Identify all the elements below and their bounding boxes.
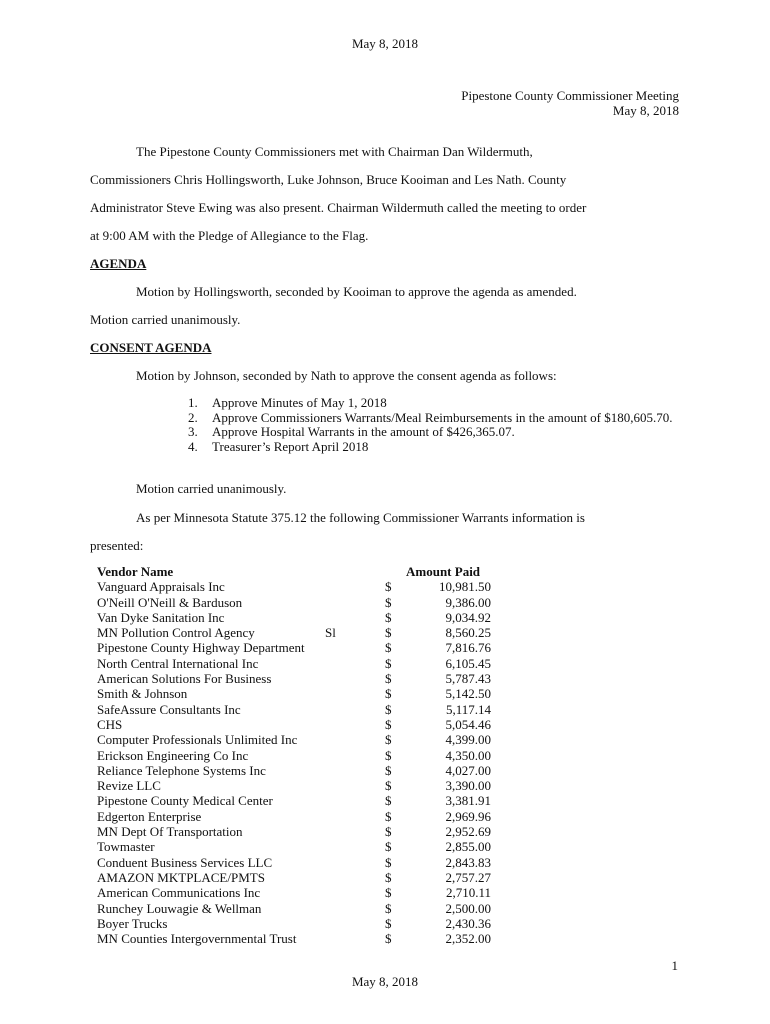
statute-line-2: presented: <box>90 538 144 553</box>
vendor-name: CHS <box>97 716 123 732</box>
meeting-title-block <box>461 88 679 118</box>
vendor-name: Reliance Telephone Systems Inc <box>97 762 266 778</box>
table-row <box>97 732 517 747</box>
dollar-sign: $ <box>385 686 392 702</box>
consent-motion: Motion by Johnson, seconded by Nath to approve the consent agenda as follows: <box>136 368 557 383</box>
dollar-sign: $ <box>385 931 392 947</box>
table-row <box>97 916 517 931</box>
vendor-name: SafeAssure Consultants Inc <box>97 701 241 717</box>
vendor-name: Runchey Louwagie & Wellman <box>97 900 262 916</box>
amount-paid: 5,117.14 <box>445 701 491 717</box>
table-row <box>97 778 517 793</box>
intro-line-2: Commissioners Chris Hollingsworth, Luke Johnson, Bruce Kooiman and Les Nath. County <box>90 172 567 187</box>
vendor-name-header: Vendor Name <box>97 564 174 579</box>
table-row <box>97 793 517 808</box>
consent-items-list <box>188 396 678 454</box>
table-row <box>97 824 517 839</box>
table-row <box>97 640 517 655</box>
table-row <box>97 686 517 701</box>
table-row <box>97 885 517 900</box>
consent-agenda-heading: CONSENT AGENDA <box>90 340 212 355</box>
dollar-sign: $ <box>385 609 392 625</box>
vendor-name: MN Dept Of Transportation <box>97 824 243 840</box>
table-row <box>97 763 517 778</box>
table-row <box>97 595 517 610</box>
vendor-name: AMAZON MKTPLACE/PMTS <box>97 869 265 885</box>
table-row <box>97 579 517 594</box>
page-header-date: May 8, 2018 <box>351 36 419 51</box>
amount-paid: 9,386.00 <box>445 594 491 610</box>
vendor-note: Sl <box>325 625 336 641</box>
table-row <box>97 870 517 885</box>
vendor-name: Revize LLC <box>97 778 161 794</box>
amount-paid: 2,969.96 <box>445 808 491 824</box>
table-row <box>97 931 517 946</box>
dollar-sign: $ <box>385 793 392 809</box>
amount-paid: 2,855.00 <box>445 839 491 855</box>
amount-paid: 2,952.69 <box>445 824 491 840</box>
amount-paid: 3,381.91 <box>445 793 491 809</box>
table-row <box>97 855 517 870</box>
vendor-name: Smith & Johnson <box>97 686 188 702</box>
vendor-name: American Communications Inc <box>97 885 261 901</box>
dollar-sign: $ <box>385 594 392 610</box>
list-item: 1. Approve Minutes of May 1, 2018 <box>188 395 387 410</box>
dollar-sign: $ <box>385 854 392 870</box>
amount-paid: 4,027.00 <box>445 762 491 778</box>
dollar-sign: $ <box>385 701 392 717</box>
amount-paid: 4,399.00 <box>445 732 491 748</box>
vendor-name: North Central International Inc <box>97 655 259 671</box>
vendor-name: Conduent Business Services LLC <box>97 854 273 870</box>
amount-paid: 2,430.36 <box>445 915 491 931</box>
vendor-name: American Solutions For Business <box>97 671 272 687</box>
table-row <box>97 656 517 671</box>
table-row <box>97 671 517 686</box>
page-number: 1 <box>671 958 678 973</box>
dollar-sign: $ <box>385 900 392 916</box>
list-item: 4. Treasurer’s Report April 2018 <box>188 438 369 454</box>
dollar-sign: $ <box>385 732 392 748</box>
table-row <box>97 809 517 824</box>
table-row <box>97 610 517 625</box>
agenda-heading: AGENDA <box>90 256 147 271</box>
agenda-motion: Motion by Hollingsworth, seconded by Kooiman to approve the agenda as amended. <box>136 284 577 299</box>
amount-paid: 2,843.83 <box>445 854 491 870</box>
dollar-sign: $ <box>385 839 392 855</box>
dollar-sign: $ <box>385 824 392 840</box>
amount-paid: 5,142.50 <box>445 686 491 702</box>
amount-paid: 5,787.43 <box>445 671 491 687</box>
vendor-name: Pipestone County Medical Center <box>97 793 273 809</box>
list-item: 3. Approve Hospital Warrants in the amount of $426,365.07. <box>188 424 515 439</box>
table-row <box>97 748 517 763</box>
dollar-sign: $ <box>385 655 392 671</box>
amount-paid: 6,105.45 <box>445 655 491 671</box>
dollar-sign: $ <box>385 716 392 732</box>
meeting-date: May 8, 2018 <box>612 103 679 118</box>
table-row <box>97 702 517 717</box>
amount-paid: 3,390.00 <box>445 778 491 794</box>
vendor-name: MN Counties Intergovernmental Trust <box>97 931 297 947</box>
amount-paid: 10,981.50 <box>439 579 491 595</box>
warrants-table <box>97 564 517 946</box>
vendor-name: Van Dyke Sanitation Inc <box>97 609 225 625</box>
dollar-sign: $ <box>385 762 392 778</box>
amount-paid: 7,816.76 <box>445 640 491 656</box>
warrants-table-body <box>97 579 517 946</box>
dollar-sign: $ <box>385 640 392 656</box>
agenda-motion-carried: Motion carried unanimously. <box>90 312 241 327</box>
vendor-name: Computer Professionals Unlimited Inc <box>97 732 298 748</box>
dollar-sign: $ <box>385 579 392 595</box>
dollar-sign: $ <box>385 885 392 901</box>
dollar-sign: $ <box>385 808 392 824</box>
vendor-name: MN Pollution Control Agency <box>97 625 255 641</box>
dollar-sign: $ <box>385 625 392 641</box>
amount-paid: 5,054.46 <box>445 716 491 732</box>
dollar-sign: $ <box>385 671 392 687</box>
amount-paid: 8,560.25 <box>445 625 491 641</box>
dollar-sign: $ <box>385 778 392 794</box>
table-row <box>97 625 517 640</box>
table-row <box>97 839 517 854</box>
amount-paid: 9,034.92 <box>445 609 491 625</box>
intro-line-1: The Pipestone County Commissioners met with Chairman Dan Wildermuth, <box>136 144 533 159</box>
consent-motion-carried: Motion carried unanimously. <box>136 481 287 496</box>
dollar-sign: $ <box>385 747 392 763</box>
vendor-name: Pipestone County Highway Department <box>97 640 305 656</box>
warrants-table-header <box>97 564 517 579</box>
vendor-name: Vanguard Appraisals Inc <box>97 579 225 595</box>
meeting-title: Pipestone County Commissioner Meeting <box>461 88 679 103</box>
amount-paid: 2,500.00 <box>445 900 491 916</box>
vendor-name: Towmaster <box>97 839 155 855</box>
dollar-sign: $ <box>385 915 392 931</box>
list-item: 2. Approve Commissioners Warrants/Meal Reimbursements in the amount of $180,605.70. <box>188 409 673 425</box>
amount-paid: 4,350.00 <box>445 747 491 763</box>
amount-paid: 2,352.00 <box>445 931 491 947</box>
table-row <box>97 901 517 916</box>
statute-line-1: As per Minnesota Statute 375.12 the following Commissioner Warrants information is <box>136 510 585 525</box>
amount-paid: 2,757.27 <box>445 869 491 885</box>
intro-line-4: at 9:00 AM with the Pledge of Allegiance to the Flag. <box>90 228 369 243</box>
page-footer-date: May 8, 2018 <box>351 974 419 989</box>
intro-line-3: Administrator Steve Ewing was also present. Chairman Wildermuth called the meeting to order <box>90 200 587 215</box>
vendor-name: Erickson Engineering Co Inc <box>97 747 249 763</box>
dollar-sign: $ <box>385 869 392 885</box>
vendor-name: O'Neill O'Neill & Barduson <box>97 594 243 610</box>
amount-paid: 2,710.11 <box>445 885 491 901</box>
table-row <box>97 717 517 732</box>
vendor-name: Edgerton Enterprise <box>97 808 202 824</box>
vendor-name: Boyer Trucks <box>97 915 168 931</box>
amount-paid-header: Amount Paid <box>406 564 481 579</box>
